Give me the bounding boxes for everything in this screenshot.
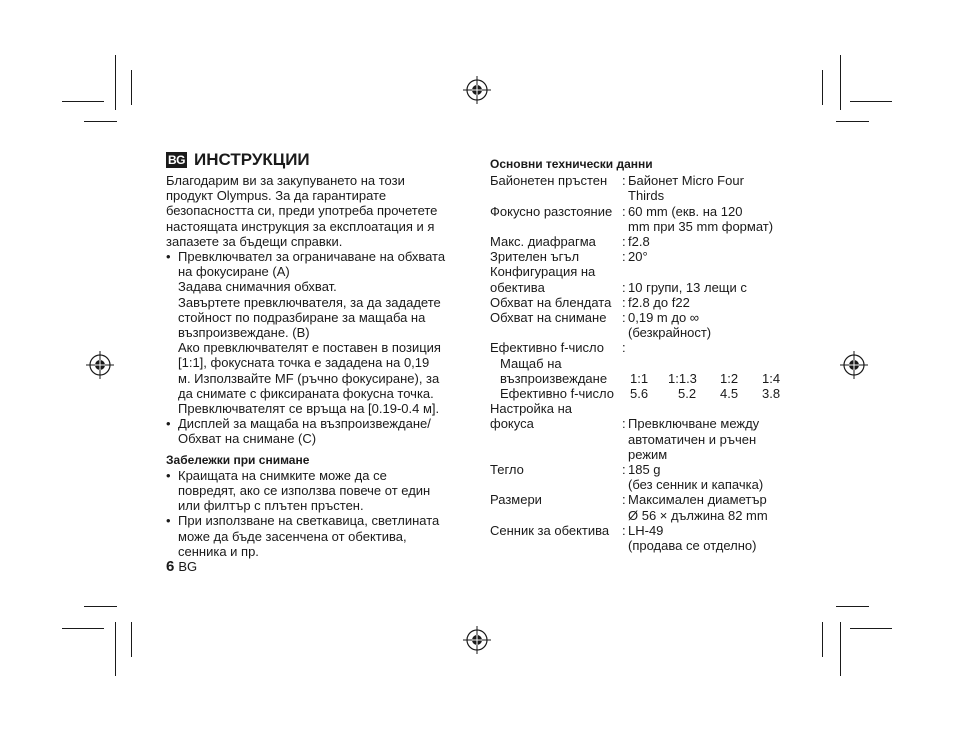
crop-mark [836, 606, 869, 607]
table-cell: 3.8 [762, 386, 781, 402]
list-item [166, 513, 466, 559]
spec-value: 60 mm (екв. на 120 mm при 35 mm формат) [628, 203, 774, 234]
text-line: на фокусиране (A) [178, 264, 290, 280]
spec-label: Зрителен ъгъл [490, 249, 580, 265]
table-cell: 1:1 [630, 370, 649, 386]
registration-mark-icon [86, 351, 114, 379]
scale-row [500, 371, 800, 386]
registration-mark-icon [840, 351, 868, 379]
crop-mark [850, 101, 892, 102]
spec-value: Максимален диаметър Ø 56 × дължина 82 mm [628, 492, 768, 523]
text-line: или филтър с плътен пръстен. [178, 498, 364, 514]
instructions-column [166, 150, 466, 574]
registration-mark-icon [463, 626, 491, 654]
bullet-icon: • [166, 249, 171, 265]
table-row [490, 173, 773, 203]
intro-paragraph [166, 173, 466, 249]
spec-label: Конфигурация на обектива [490, 264, 596, 295]
text-line: Превключвател за ограничаване на обхвата [178, 249, 446, 265]
list-item [166, 416, 466, 446]
list-item [166, 249, 466, 416]
spec-separator: : [622, 249, 626, 265]
text-line: сенника и пр. [178, 543, 259, 559]
table-row [490, 340, 773, 355]
table-row [490, 523, 768, 553]
text-line: Дисплей за мащаба на възпроизвеждане/ [178, 416, 431, 432]
registration-mark-icon [463, 76, 491, 104]
list-item [166, 468, 466, 514]
spec-separator: : [622, 310, 626, 326]
table-row [490, 462, 768, 492]
specs-heading: Основни технически данни [490, 157, 653, 171]
text-line: Ако превключвателят е поставен в позиция [178, 340, 441, 356]
text-line: продукт Olympus. За да гарантирате [166, 188, 387, 204]
table-cell: 4.5 [720, 386, 739, 402]
spec-label: Макс. диафрагма [490, 234, 596, 250]
crop-mark [850, 628, 892, 629]
page-language-code: BG [178, 559, 198, 575]
specs-table [490, 173, 773, 355]
scale-label-line: възпроизвеждане [500, 370, 608, 386]
spec-value: Превключване между автоматичен и ръчен режим [628, 416, 760, 462]
table-row [490, 295, 773, 310]
spec-label: Сенник за обектива [490, 522, 610, 538]
text-line: стойност по подразбиране за мащаба на [178, 309, 426, 325]
spec-value: LH-49 (продава се отделно) [628, 522, 757, 554]
spec-separator: : [622, 340, 626, 356]
table-row [490, 401, 768, 462]
crop-mark [822, 622, 823, 657]
spec-value: 20° [628, 249, 648, 265]
language-badge: BG [168, 153, 185, 167]
spec-separator: : [622, 173, 626, 189]
text-line: Обхват на снимане (C) [178, 431, 317, 447]
page-title: ИНСТРУКЦИИ [194, 150, 310, 169]
crop-mark [131, 70, 132, 105]
page-footer [166, 559, 466, 574]
crop-mark [115, 55, 116, 110]
crop-mark [62, 101, 104, 102]
crop-mark [822, 70, 823, 105]
crop-mark [840, 622, 841, 676]
text-line: Благодарим ви за закупуването на този [166, 173, 405, 188]
crop-mark [131, 622, 132, 657]
spec-separator: : [622, 203, 626, 219]
spec-separator: : [622, 416, 626, 432]
spec-separator: : [622, 522, 626, 538]
spec-separator: : [622, 462, 626, 478]
spec-value: 10 групи, 13 лещи с [628, 279, 747, 295]
spec-separator: : [622, 279, 626, 295]
scale-label: Мащаб на [500, 355, 562, 371]
fnum-row [500, 386, 800, 401]
spec-label: Настройка на фокуса [490, 401, 573, 432]
text-line: да снимате с фиксираната фокусна точка. [178, 385, 434, 401]
notes-heading: Забележки при снимане [166, 452, 310, 467]
spec-separator: : [622, 234, 626, 250]
crop-mark [115, 622, 116, 676]
crop-mark [62, 628, 104, 629]
bullet-icon: • [166, 416, 171, 432]
table-row [490, 234, 773, 249]
fnum-values [630, 386, 792, 401]
text-line: Краищата на снимките може да се [178, 467, 387, 483]
table-cell: 1:1.3 [668, 370, 697, 386]
fnum-label: Ефективно f-число [500, 386, 615, 402]
page-number: 6 [166, 558, 175, 576]
text-line: Превключвателят се връща на [0.19-0.4 м]. [178, 401, 440, 417]
text-line: възпроизвеждане. (B) [178, 325, 310, 341]
text-line: м. Използвайте MF (ръчно фокусиране), за [178, 370, 440, 386]
text-line: повредят, ако се използва повече от един [178, 483, 431, 499]
section-header [166, 150, 466, 170]
text-line: безопасността си, преди употреба прочетете [166, 203, 438, 219]
text-line: [1:1], фокусната точка е зададена на 0,19 [178, 355, 430, 371]
spec-value: 0,19 m до ∞ (безкрайност) [628, 310, 712, 341]
crop-mark [840, 55, 841, 110]
text-line: Задава снимачния обхват. [178, 279, 337, 295]
spec-value: 185 g (без сенник и капачка) [628, 462, 764, 493]
text-line: запазете за бъдещи справки. [166, 233, 343, 249]
spec-value [628, 340, 773, 355]
spec-label: Байонетен пръстен [490, 173, 608, 189]
spec-separator: : [622, 294, 626, 310]
spec-label: Обхват на блендата [490, 294, 612, 310]
table-cell: 1:2 [720, 370, 739, 386]
text-line: При използване на светкавица, светлината [178, 513, 440, 529]
spec-label: Обхват на снимане [490, 310, 607, 326]
specs-table-continued [490, 401, 768, 553]
text-line: настоящата инструкция за експлоатация и я [166, 218, 435, 234]
spec-value: f2.8 до f22 [628, 294, 690, 310]
crop-mark [836, 121, 869, 122]
table-cell: 1:4 [762, 370, 781, 386]
table-row [490, 310, 773, 340]
spec-separator: : [622, 492, 626, 508]
table-cell: 5.2 [678, 386, 697, 402]
table-cell: 5.6 [630, 386, 649, 402]
spec-label: Фокусно разстояние [490, 203, 613, 219]
scale-values [630, 371, 792, 386]
text-line: може да бъде засенчена от обектива, [178, 528, 407, 544]
text-line: Завъртете превключвателя, за да зададете [178, 294, 441, 310]
spec-label: Ефективно f-число [490, 340, 605, 356]
bullet-icon: • [166, 513, 171, 529]
ratio-table [500, 356, 800, 402]
table-row [490, 264, 773, 294]
specifications-column [490, 157, 800, 553]
spec-label: Тегло [490, 462, 524, 478]
spec-label: Размери [490, 492, 542, 508]
table-row [490, 204, 773, 234]
crop-mark [84, 606, 117, 607]
table-row [490, 249, 773, 264]
spec-value: Байонет Micro Four Thirds [628, 173, 744, 204]
spec-value: f2.8 [628, 234, 650, 250]
bullet-icon: • [166, 467, 171, 483]
crop-mark [84, 121, 117, 122]
table-row [490, 492, 768, 522]
